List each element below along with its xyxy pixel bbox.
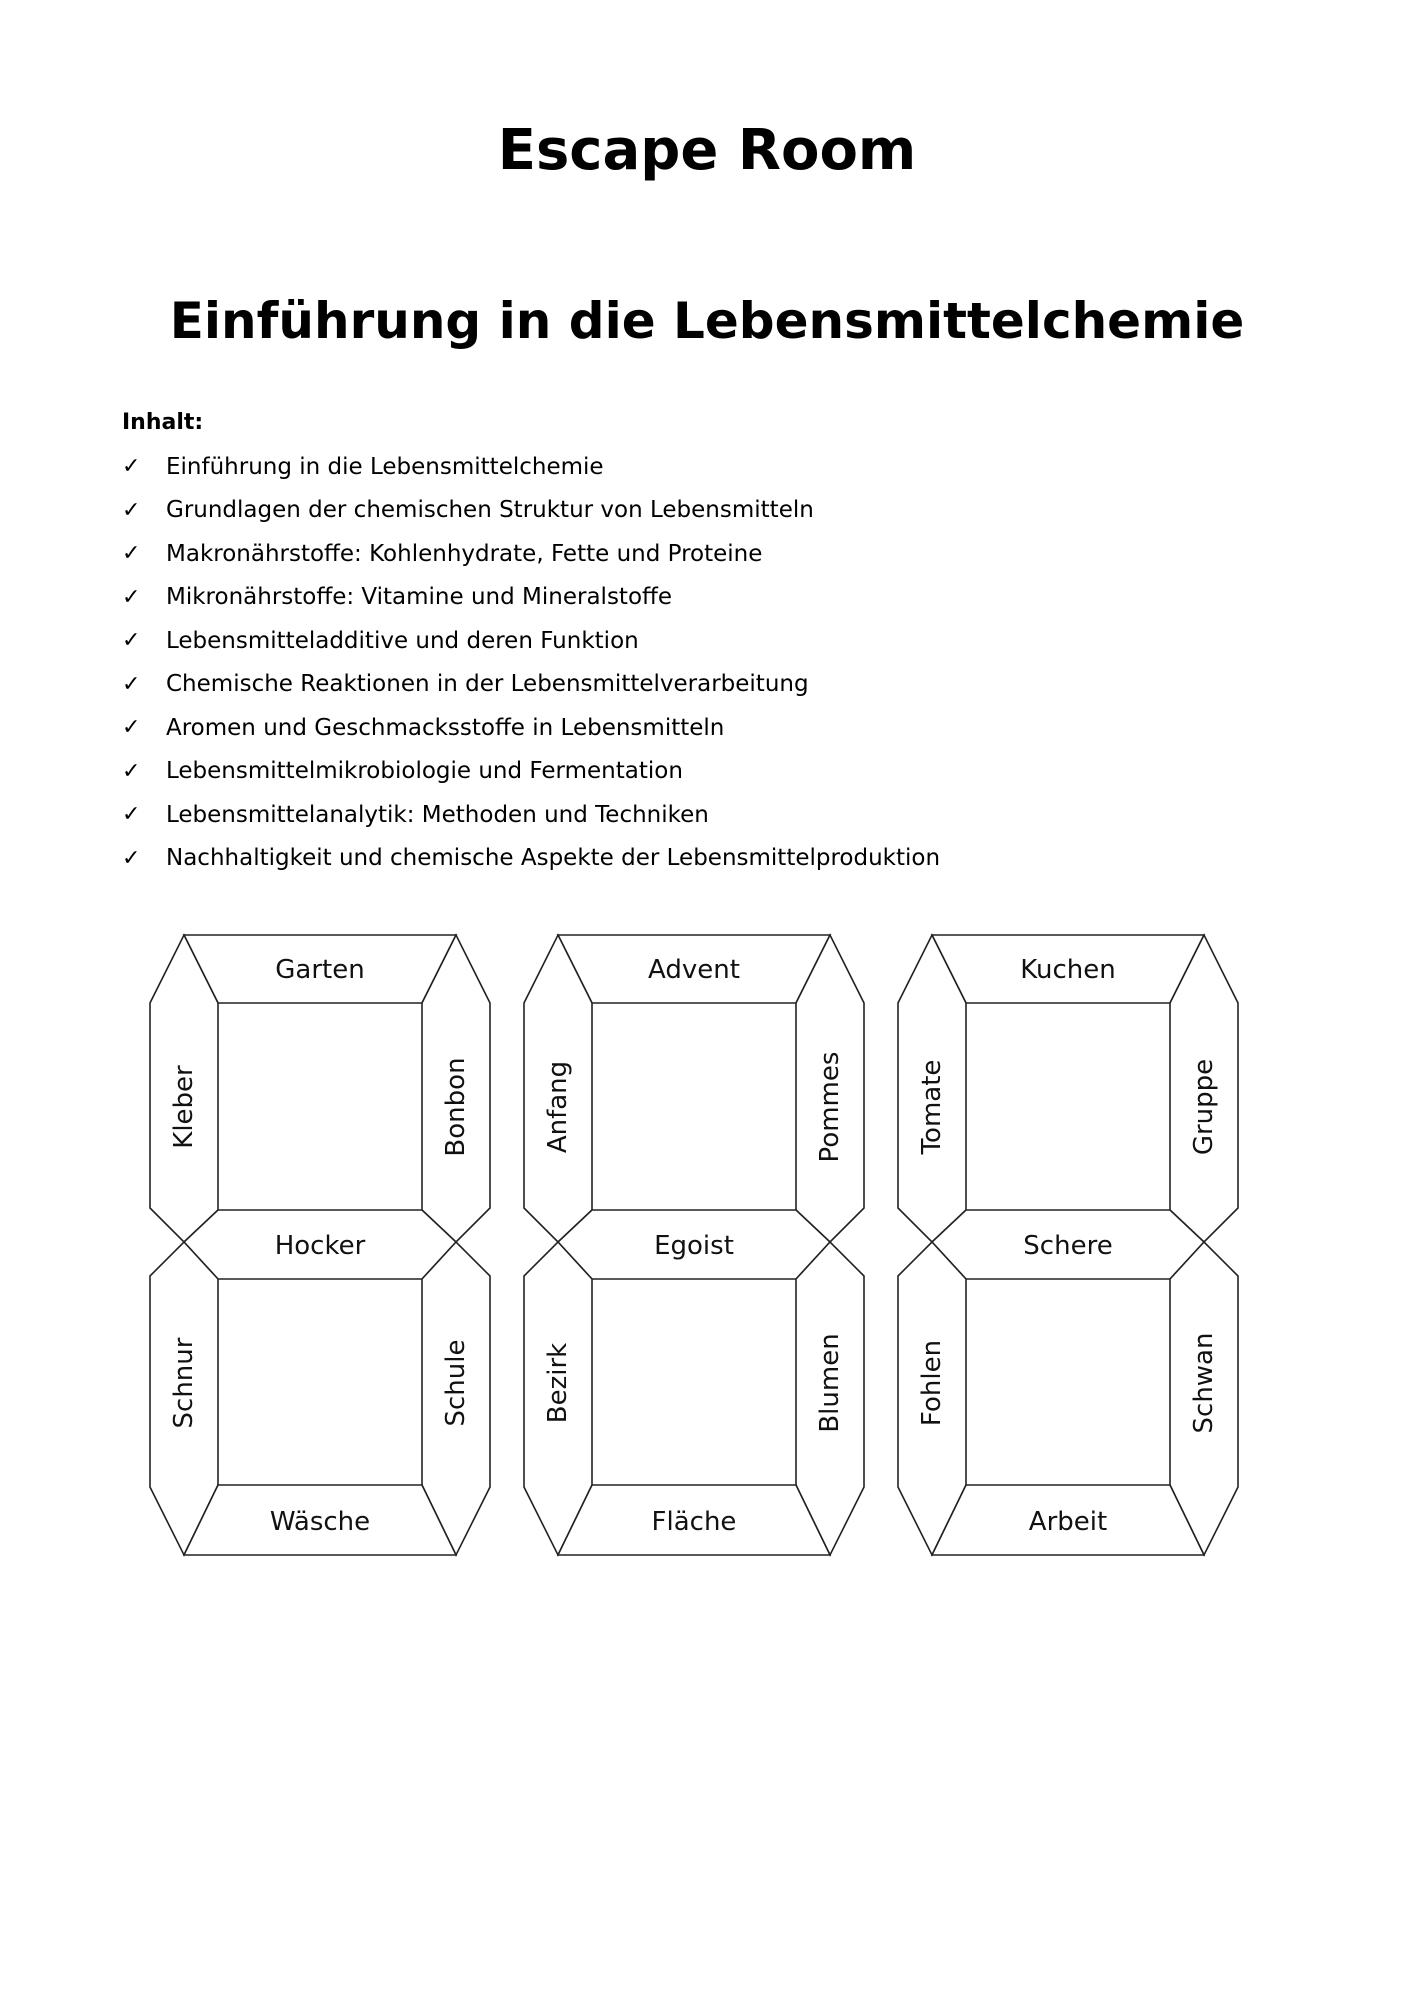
segment-label-middle: Schere bbox=[1023, 1231, 1113, 1261]
page-title: Escape Room bbox=[497, 118, 917, 183]
segment-label-middle: Hocker bbox=[274, 1231, 366, 1261]
check-icon: ✓ bbox=[122, 845, 141, 871]
list-item-text: Chemische Reaktionen in der Lebensmittelverarbeitung bbox=[166, 671, 809, 698]
segment-label-bottom: Wäsche bbox=[269, 1507, 371, 1537]
check-icon: ✓ bbox=[122, 541, 141, 567]
list-item-text: Aromen und Geschmacksstoffe in Lebensmitteln bbox=[166, 714, 725, 741]
segment-label-bottom: Fläche bbox=[651, 1507, 737, 1537]
check-icon: ✓ bbox=[122, 628, 141, 654]
segment-label-upper-right: Gruppe bbox=[1189, 1058, 1219, 1156]
segment-label-upper-right: Bonbon bbox=[441, 1057, 471, 1157]
segment-label-middle: Egoist bbox=[654, 1231, 734, 1261]
segment-label-upper-left: Tomate bbox=[917, 1059, 947, 1155]
list-item-text: Makronährstoffe: Kohlenhydrate, Fette und Proteine bbox=[166, 540, 763, 567]
segment-label-lower-left: Bezirk bbox=[543, 1342, 573, 1424]
segment-label-lower-left: Fohlen bbox=[917, 1339, 947, 1427]
segment-label-lower-right: Schule bbox=[441, 1339, 471, 1427]
segment-label-top: Garten bbox=[275, 955, 365, 985]
list-item-text: Nachhaltigkeit und chemische Aspekte der Lebensmittelproduktion bbox=[166, 845, 941, 872]
check-icon: ✓ bbox=[122, 671, 141, 697]
segment-label-lower-right: Schwan bbox=[1189, 1332, 1219, 1434]
check-icon: ✓ bbox=[122, 715, 141, 741]
list-item-text: Lebensmittelmikrobiologie und Fermentation bbox=[166, 758, 683, 785]
list-item-text: Lebensmittelanalytik: Methoden und Techniken bbox=[166, 801, 709, 828]
check-icon: ✓ bbox=[122, 497, 141, 523]
check-icon: ✓ bbox=[122, 584, 141, 610]
segment-label-upper-left: Kleber bbox=[169, 1065, 199, 1149]
list-item-text: Grundlagen der chemischen Struktur von Lebensmitteln bbox=[166, 497, 814, 524]
content-heading: Inhalt: bbox=[122, 410, 204, 435]
segment-label-top: Advent bbox=[648, 955, 740, 985]
segment-label-lower-left: Schnur bbox=[169, 1337, 199, 1429]
segment-label-top: Kuchen bbox=[1020, 955, 1116, 985]
list-item-text: Mikronährstoffe: Vitamine und Mineralstoffe bbox=[166, 584, 673, 611]
segment-label-bottom: Arbeit bbox=[1028, 1507, 1108, 1537]
list-item-text: Einführung in die Lebensmittelchemie bbox=[166, 453, 604, 480]
check-icon: ✓ bbox=[122, 454, 141, 480]
segment-label-lower-right: Blumen bbox=[815, 1333, 845, 1433]
page-subtitle: Einführung in die Lebensmittelchemie bbox=[169, 292, 1245, 350]
segment-label-upper-left: Anfang bbox=[543, 1060, 573, 1154]
list-item-text: Lebensmitteladditive und deren Funktion bbox=[166, 627, 639, 654]
check-icon: ✓ bbox=[122, 758, 141, 784]
segment-label-upper-right: Pommes bbox=[815, 1051, 845, 1163]
check-icon: ✓ bbox=[122, 802, 141, 828]
